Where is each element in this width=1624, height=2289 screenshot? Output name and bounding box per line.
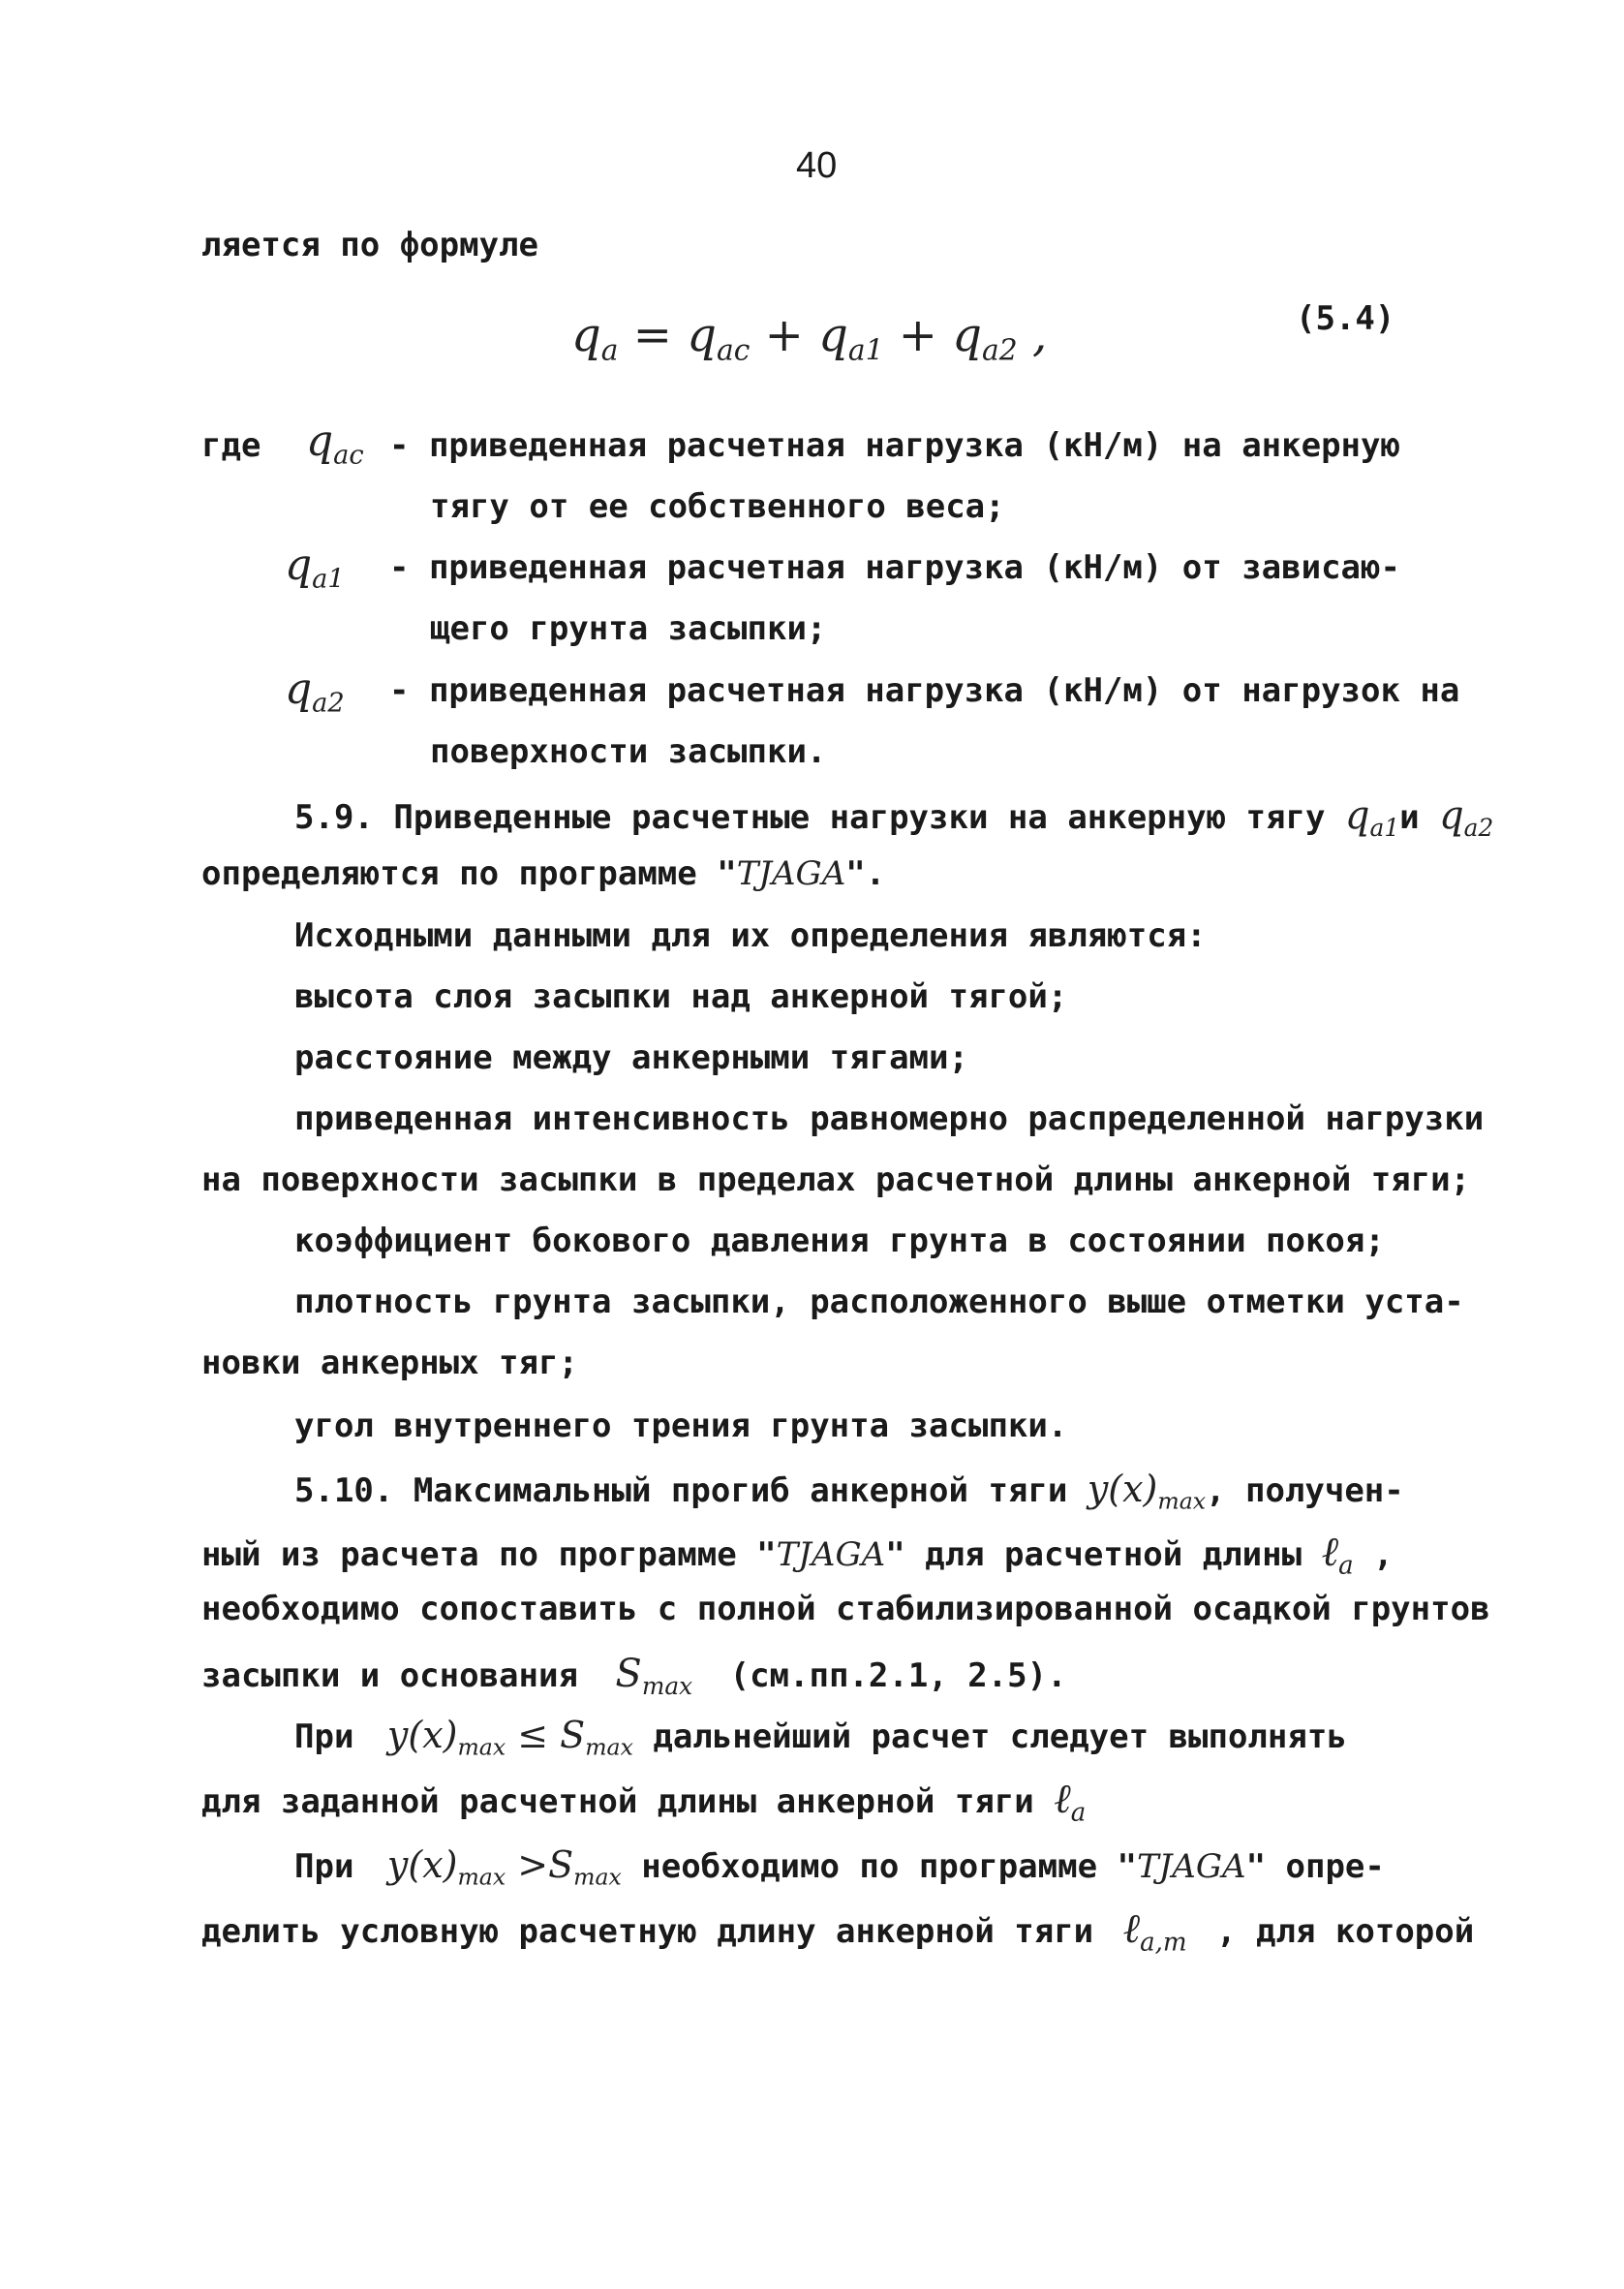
text-span: При: [294, 1847, 354, 1886]
formula-subscript: max: [641, 1671, 693, 1700]
text-span: для заданной расчетной длины анкерной тяги: [201, 1782, 1034, 1821]
text-span: 5.10. Максимальный прогиб анкерной тяги: [294, 1471, 1068, 1510]
text-span: " для расчетной длины: [885, 1535, 1302, 1574]
text-line: на поверхности засыпки в пределах расчетной длины анкерной тяги;: [201, 1160, 1471, 1199]
text-span: делить условную расчетную длину анкерной тяги: [201, 1912, 1094, 1951]
text-span: и: [1399, 798, 1420, 837]
formula-operator: ,: [1031, 308, 1048, 362]
formula-subscript: max: [585, 1733, 633, 1761]
formula-subscript: a2: [982, 333, 1018, 368]
formula-subscript: a,m: [1140, 1928, 1187, 1958]
text-span: засыпки и основания: [201, 1656, 578, 1695]
text-line: - приведенная расчетная нагрузка (кН/м) от нагрузок на: [389, 671, 1460, 710]
formula-symbol: y(x): [1087, 1468, 1158, 1510]
formula-symbol: [1344, 793, 1400, 842]
text-span: определяются по программе ": [201, 854, 737, 893]
formula-symbol: q: [285, 541, 313, 590]
text-line: коэффициент бокового давления грунта в состоянии покоя;: [294, 1222, 1385, 1260]
formula-symbol: q: [571, 308, 601, 362]
formula-subscript: a1: [312, 564, 345, 595]
text-span: , получен-: [1206, 1471, 1404, 1510]
text-line: высота слоя засыпки над анкерной тягой;: [294, 977, 1068, 1016]
formula-symbol: q: [818, 308, 848, 362]
formula-symbol: q: [285, 665, 313, 714]
text-span: ный из расчета по программе ": [201, 1535, 777, 1574]
text-span: необходимо по программе ": [641, 1847, 1137, 1886]
formula-symbol: ℓ: [1054, 1775, 1071, 1822]
formula-symbol: [1087, 1468, 1207, 1515]
formula-symbol: [386, 1714, 633, 1761]
formula-subscript: a1: [847, 333, 884, 368]
formula-symbol: [285, 665, 345, 719]
program-name: TJAGA: [1137, 1847, 1246, 1886]
formula-operator: +: [764, 308, 804, 362]
formula-symbol: q: [952, 308, 983, 362]
formula-symbol: y(x): [386, 1843, 458, 1886]
text-line: расстояние между анкерными тягами;: [294, 1038, 968, 1077]
program-name: TJAGA: [736, 854, 846, 893]
text-line: - приведенная расчетная нагрузка (кН/м) от зависаю-: [389, 548, 1400, 587]
formula-symbol: [1054, 1775, 1087, 1828]
formula-operator: ≤: [517, 1714, 549, 1756]
formula-subscript: ac: [716, 333, 751, 368]
formula-symbol: [615, 1652, 693, 1700]
formula-symbol: S: [615, 1652, 642, 1696]
text-line: [294, 1470, 1404, 1513]
formula-symbol: q: [1344, 793, 1370, 838]
formula-symbol: [285, 541, 345, 595]
text-line: угол внутреннего трения грунта засыпки.: [294, 1407, 1068, 1445]
formula-symbol: ℓ: [1321, 1528, 1339, 1575]
formula-symbol: y(x): [386, 1714, 458, 1756]
text-line: тягу от ее собственного веса;: [430, 487, 1005, 526]
text-line: щего грунта засыпки;: [430, 609, 827, 648]
text-line: [201, 1904, 1475, 1958]
text-line: [294, 793, 1494, 842]
text-span: (см.пп.2.1, 2.5).: [729, 1656, 1067, 1695]
text-span: 5.9. Приведенные расчетные нагрузки на анкерную тягу: [294, 798, 1326, 837]
text-line: [294, 1843, 1385, 1891]
formula-number: (5.4): [1296, 299, 1395, 338]
text-line: новки анкерных тяг;: [201, 1344, 578, 1382]
formula-subscript: max: [457, 1733, 506, 1761]
formula-operator: >: [517, 1843, 549, 1886]
formula-subscript: a: [600, 333, 619, 368]
formula: [571, 308, 1048, 368]
formula-symbol: [1321, 1528, 1354, 1581]
formula-symbol: S: [548, 1843, 574, 1886]
formula-subscript: max: [1157, 1487, 1207, 1515]
formula-symbol: [306, 417, 364, 471]
text-line: Исходными данными для их определения являются:: [294, 916, 1207, 955]
text-span: ,: [1373, 1535, 1394, 1574]
text-span: При: [294, 1717, 354, 1756]
formula-subscript: a1: [1369, 813, 1400, 842]
formula-symbol: ℓ: [1122, 1904, 1141, 1952]
formula-symbol: [1439, 793, 1494, 842]
formula-subscript: a2: [312, 688, 345, 719]
text-line: необходимо сопоставить с полной стабилизированной осадкой грунтов: [201, 1590, 1490, 1628]
text-line: где: [201, 426, 261, 465]
formula-operator: +: [898, 308, 938, 362]
text-line: [201, 1528, 1394, 1581]
text-line: [201, 854, 886, 893]
formula-subscript: max: [457, 1863, 506, 1891]
formula-operator: =: [632, 308, 672, 362]
formula-symbol: q: [687, 308, 717, 362]
formula-symbol: [386, 1843, 622, 1891]
text-line: [201, 1775, 1087, 1828]
formula-symbol: [1122, 1904, 1187, 1958]
formula-symbol: q: [306, 417, 334, 466]
formula-subscript: a2: [1463, 813, 1494, 842]
text-line: ляется по формуле: [201, 226, 538, 264]
text-span: , для которой: [1216, 1912, 1475, 1951]
formula-subscript: ac: [333, 440, 364, 471]
formula-subscript: a: [1338, 1551, 1354, 1581]
text-line: приведенная интенсивность равномерно распределенной нагрузки: [294, 1099, 1485, 1138]
formula-subscript: max: [573, 1863, 622, 1891]
text-span: дальнейший расчет следует выполнять: [653, 1717, 1347, 1756]
text-line: - приведенная расчетная нагрузка (кН/м) на анкерную: [389, 426, 1400, 465]
text-line: [201, 1652, 1067, 1700]
text-span: " опре-: [1245, 1847, 1385, 1886]
text-line: [294, 1714, 1347, 1761]
formula-symbol: S: [560, 1714, 586, 1756]
formula-subscript: a: [1070, 1798, 1087, 1828]
text-line: поверхности засыпки.: [430, 732, 827, 771]
page-number: 40: [796, 145, 838, 186]
formula-symbol: q: [1439, 793, 1464, 838]
text-span: ".: [845, 854, 886, 893]
text-line: плотность грунта засыпки, расположенного выше отметки уста-: [294, 1283, 1464, 1321]
program-name: TJAGA: [776, 1535, 886, 1574]
